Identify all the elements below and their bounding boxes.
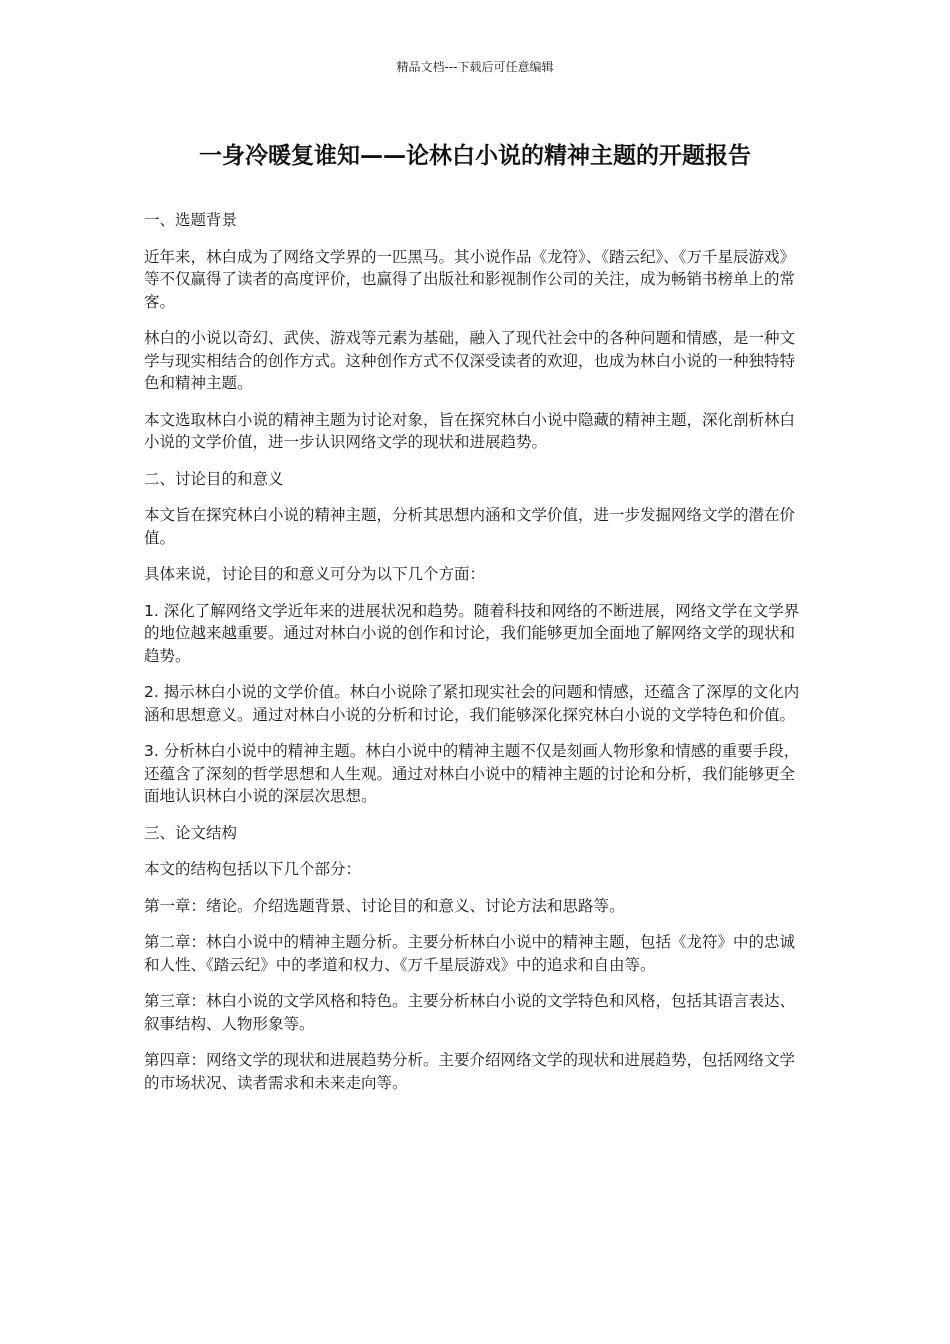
paragraph: 林白的小说以奇幻、武侠、游戏等元素为基础，融入了现代社会中的各种问题和情感，是一种文学与现实相结合的创作方式。这种创作方式不仅深受读者的欢迎，也成为林白小说的一种独特特色和精神主题。 [144, 329, 796, 392]
paragraph: 近年来，林白成为了网络文学界的一匹黑马。其小说作品《龙符》、《踏云纪》、《万千星辰游戏》等不仅赢得了读者的高度评价，也赢得了出版社和影视制作公司的关注，成为畅销书榜单上的常客。 [144, 247, 796, 311]
section-heading-structure: 三、论文结构 [144, 823, 238, 842]
list-paragraph: 3. 分析林白小说中的精神主题。林白小说中的精神主题不仅是刻画人物形象和情感的重要手段，还蕴含了深刻的哲学思想和人生观。通过对林白小说中的精神主题的讨论和分析，我们能够更全面地认识林白小说的深层次思想。 [144, 742, 800, 805]
paragraph: 本文选取林白小说的精神主题为讨论对象，旨在探究林白小说中隐藏的精神主题，深化剖析林白小说的文学价值，进一步认识网络文学的现状和进展趋势。 [144, 410, 796, 451]
list-paragraph: 1. 深化了解网络文学近年来的进展状况和趋势。随着科技和网络的不断进展，网络文学在文学界的地位越来越重要。通过对林白小说的创作和讨论，我们能够更加全面地了解网络文学的现状和趋势。 [144, 601, 800, 665]
document-body [144, 209, 806, 1108]
document-title: 一身冷暖复谁知——论林白小说的精神主题的开题报告 [199, 143, 751, 169]
page-header-note: 精品文档---下载后可任意编辑 [396, 60, 554, 74]
section-heading-background: 一、选题背景 [144, 211, 238, 229]
chapter-paragraph: 第三章：林白小说的文学风格和特色。主要分析林白小说的文学特色和风格，包括其语言表达、叙事结构、人物形象等。 [144, 992, 796, 1033]
paragraph: 本文旨在探究林白小说的精神主题，分析其思想内涵和文学价值，进一步发掘网络文学的潜在价值。 [144, 506, 796, 547]
paragraph: 本文的结构包括以下几个部分： [144, 860, 362, 878]
paragraph: 具体来说，讨论目的和意义可分为以下几个方面： [144, 565, 486, 583]
chapter-paragraph: 第四章：网络文学的现状和进展趋势分析。主要介绍网络文学的现状和进展趋势，包括网络文学的市场状况、读者需求和未来走向等。 [144, 1051, 796, 1092]
chapter-paragraph: 第二章：林白小说中的精神主题分析。主要分析林白小说中的精神主题，包括《龙符》中的忠诚和人性、《踏云纪》中的孝道和权力、《万千星辰游戏》中的追求和自由等。 [144, 933, 796, 974]
section-heading-purpose: 二、讨论目的和意义 [144, 469, 284, 488]
list-paragraph: 2. 揭示林白小说的文学价值。林白小说除了紧扣现实社会的问题和情感，还蕴含了深厚的文化内涵和思想意义。通过对林白小说的分析和讨论，我们能够深化探究林白小说的文学特色和价值。 [144, 683, 800, 724]
chapter-paragraph: 第一章：绪论。介绍选题背景、讨论目的和意义、讨论方法和思路等。 [144, 896, 625, 915]
